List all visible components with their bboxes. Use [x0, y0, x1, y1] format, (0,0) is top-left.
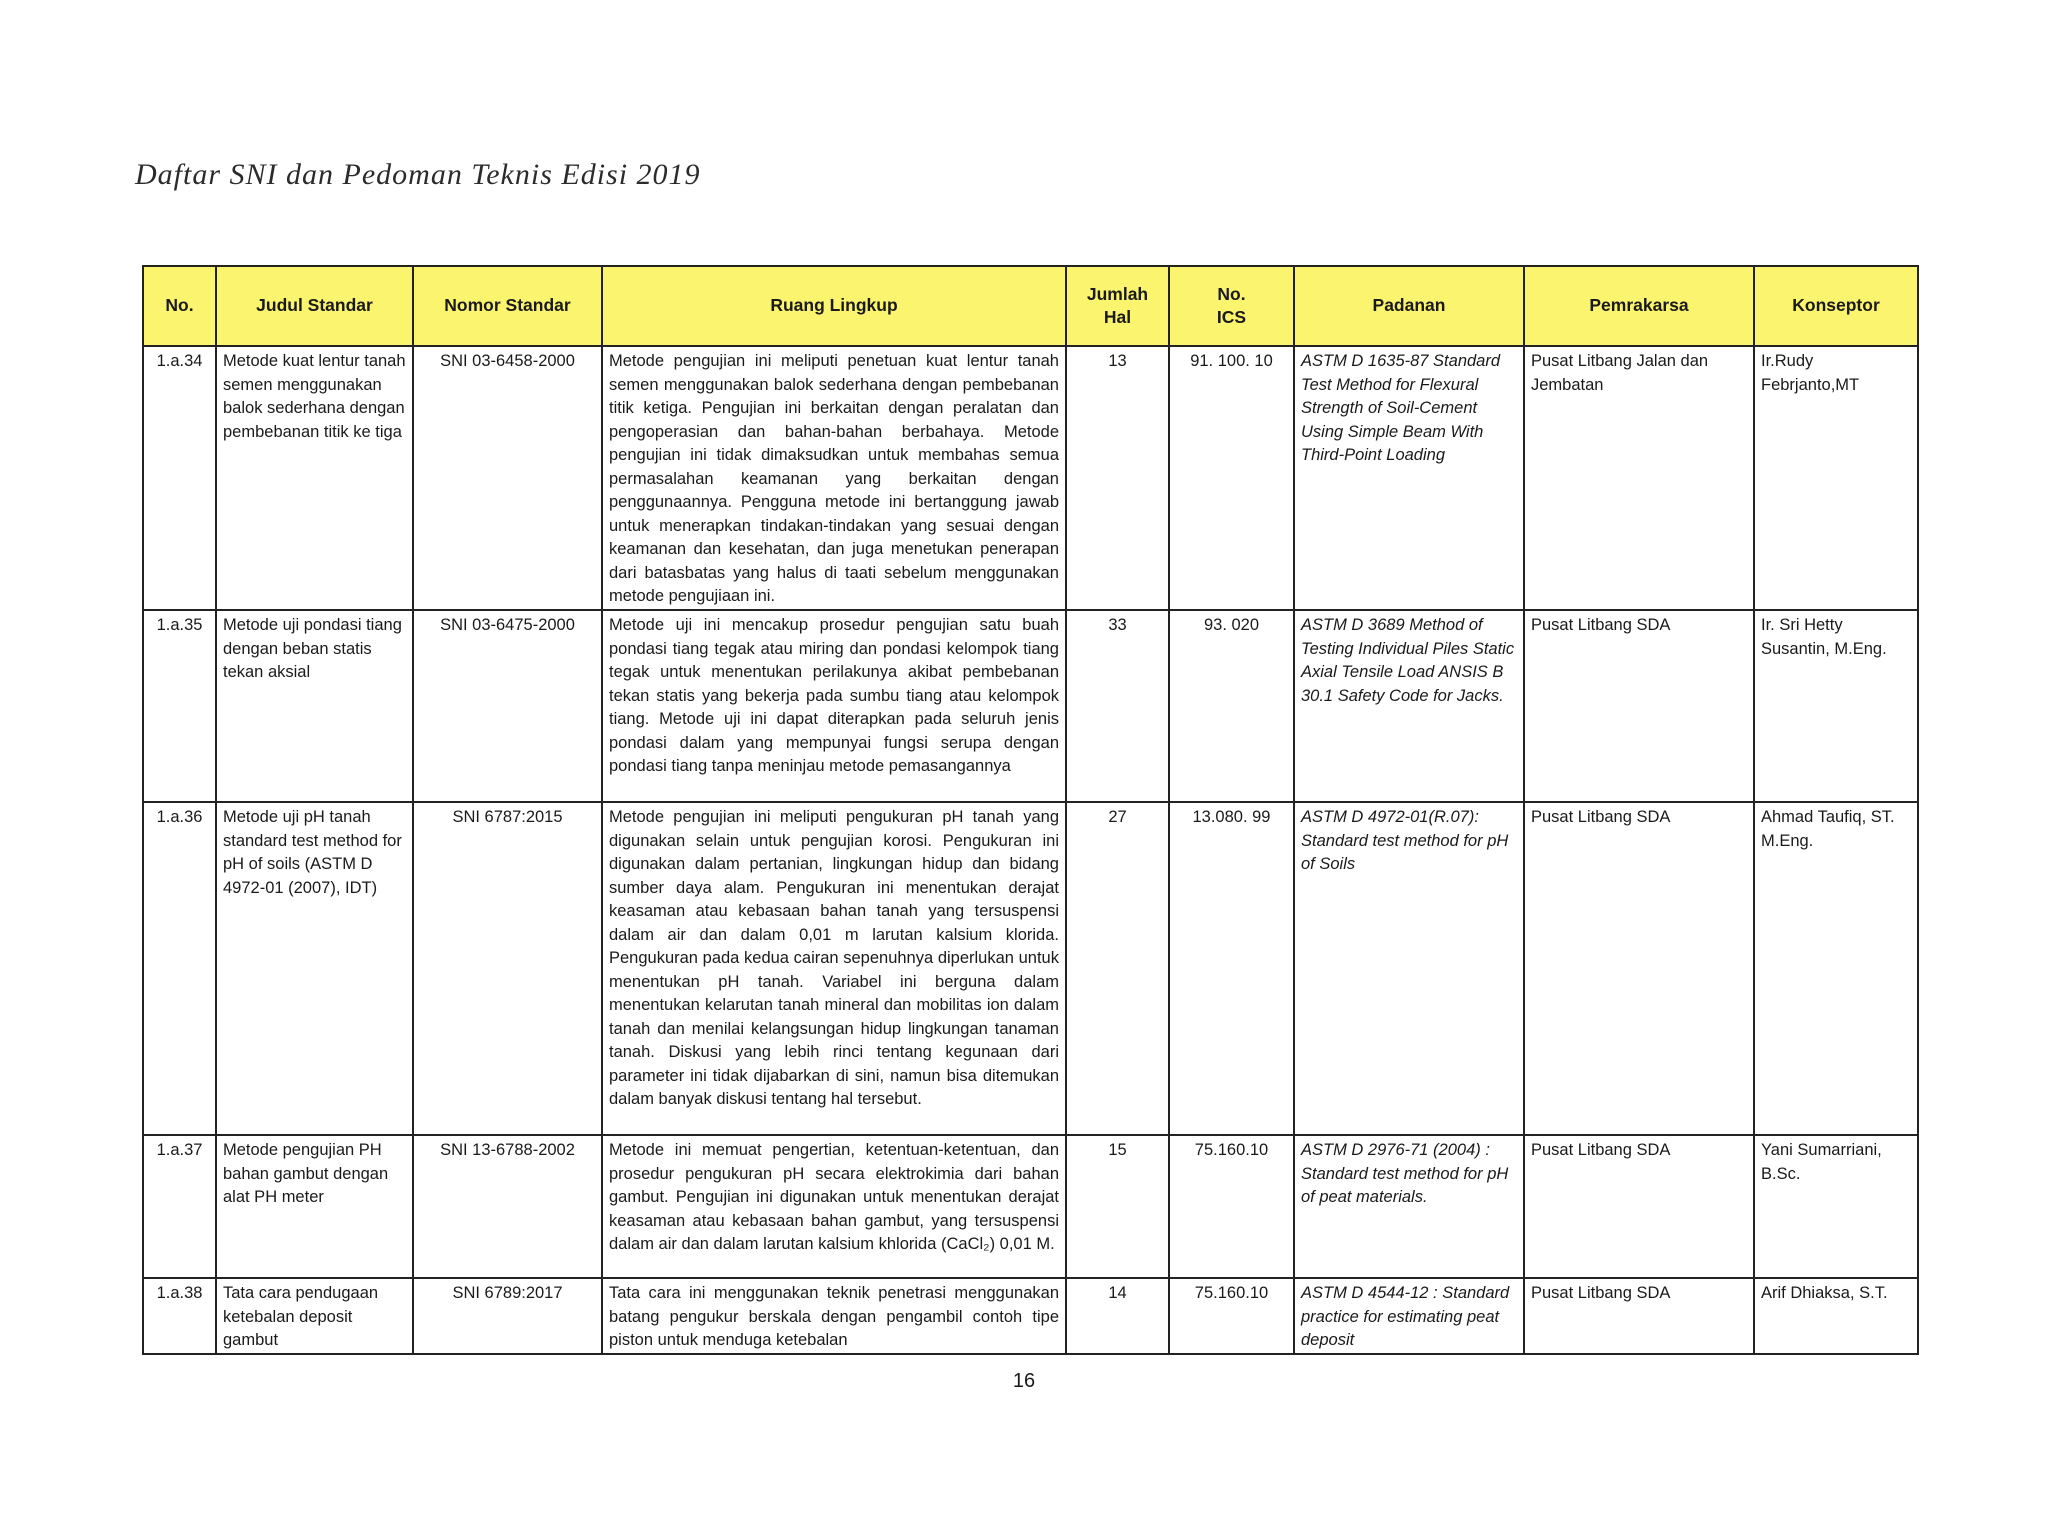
cell-konseptor: Ahmad Taufiq, ST. M.Eng. — [1754, 802, 1918, 1135]
cell-jumlah-hal: 33 — [1066, 610, 1169, 802]
cell-jumlah-hal: 14 — [1066, 1278, 1169, 1354]
cell-ics: 75.160.10 — [1169, 1278, 1294, 1354]
cell-padanan: ASTM D 2976-71 (2004) : Standard test method for pH of peat materials. — [1294, 1135, 1524, 1278]
cell-pemrakarsa: Pusat Litbang Jalan dan Jembatan — [1524, 346, 1754, 610]
cell-padanan: ASTM D 3689 Method of Testing Individual Piles Static Axial Tensile Load ANSIS B 30.1 Safety Code for Jacks. — [1294, 610, 1524, 802]
table-body — [143, 346, 1918, 1354]
header-ics — [1169, 266, 1294, 346]
table-row — [143, 802, 1918, 1135]
cell-pemrakarsa: Pusat Litbang SDA — [1524, 610, 1754, 802]
header-no: No. — [143, 266, 216, 346]
cell-ruang: Metode ini memuat pengertian, ketentuan-ketentuan, dan prosedur pengukuran pH secara elektrokimia dari bahan gambut. Pengujian ini digunakan untuk menentukan derajat keasaman atau kebasaan bahan gambut, yang tersuspensi dalam air dan dalam larutan kalsium khlorida (CaCl₂) 0,01 M. — [602, 1135, 1066, 1278]
cell-judul: Metode pengujian PH bahan gambut dengan alat PH meter — [216, 1135, 413, 1278]
table-header — [143, 266, 1918, 346]
header-ics-line1: No. — [1217, 283, 1246, 304]
table-row — [143, 610, 1918, 802]
cell-judul: Tata cara pendugaan ketebalan deposit gambut — [216, 1278, 413, 1354]
cell-padanan: ASTM D 4972-01(R.07): Standard test method for pH of Soils — [1294, 802, 1524, 1135]
header-pemrakarsa: Pemrakarsa — [1524, 266, 1754, 346]
cell-nomor: SNI 6789:2017 — [413, 1278, 602, 1354]
cell-nomor: SNI 13-6788-2002 — [413, 1135, 602, 1278]
cell-jumlah-hal: 15 — [1066, 1135, 1169, 1278]
cell-no: 1.a.35 — [143, 610, 216, 802]
cell-ics: 93. 020 — [1169, 610, 1294, 802]
cell-ruang: Metode pengujian ini meliputi pengukuran pH tanah yang digunakan selain untuk pengujian korosi. Pengukuran ini digunakan dalam pertanian, lingkungan hidup dan bidang sumber daya alam. Pengukuran ini menentukan derajat keasaman atau kebasaan bahan tanah yang tersuspensi dalam air dan dalam 0,01 m larutan kalsium klorida. Pengukuran pada kedua cairan sepenuhnya diperlukan untuk menentukan pH tanah. Variabel ini berguna dalam menentukan kelarutan tanah mineral dan mobilitas ion dalam tanah dan menilai kelangsungan hidup lingkungan tanaman tanah. Diskusi yang lebih rinci tentang kegunaan dari parameter ini tidak dijabarkan di sini, namun bisa ditemukan dalam banyak diskusi tentang hal tersebut. — [602, 802, 1066, 1135]
header-ruang: Ruang Lingkup — [602, 266, 1066, 346]
header-padanan: Padanan — [1294, 266, 1524, 346]
document-title: Daftar SNI dan Pedoman Teknis Edisi 2019 — [135, 158, 701, 191]
cell-nomor: SNI 6787:2015 — [413, 802, 602, 1135]
header-jumlah-hal-line2: Hal — [1103, 307, 1132, 327]
cell-judul: Metode uji pH tanah standard test method for pH of soils (ASTM D 4972-01 (2007), IDT) — [216, 802, 413, 1135]
cell-no: 1.a.38 — [143, 1278, 216, 1354]
cell-ics: 75.160.10 — [1169, 1135, 1294, 1278]
cell-ics: 13.080. 99 — [1169, 802, 1294, 1135]
cell-konseptor: Yani Sumarriani, B.Sc. — [1754, 1135, 1918, 1278]
cell-ruang: Metode uji ini mencakup prosedur pengujian satu buah pondasi tiang tegak atau miring dan pondasi kelompok tiang tegak untuk menentukan perilakunya akibat pembebanan tekan statis yang bekerja pada sumbu tiang atau kelompok tiang. Metode uji ini dapat diterapkan pada seluruh jenis pondasi dalam yang mempunyai fungsi serupa dengan pondasi tiang tanpa meninjau metode pemasangannya — [602, 610, 1066, 802]
page-number: 16 — [1012, 1370, 1036, 1392]
cell-no: 1.a.36 — [143, 802, 216, 1135]
table-row — [143, 1278, 1918, 1354]
cell-ics: 91. 100. 10 — [1169, 346, 1294, 610]
cell-nomor: SNI 03-6458-2000 — [413, 346, 602, 610]
cell-judul: Metode uji pondasi tiang dengan beban statis tekan aksial — [216, 610, 413, 802]
cell-padanan: ASTM D 4544-12 : Standard practice for estimating peat deposit — [1294, 1278, 1524, 1354]
header-judul: Judul Standar — [216, 266, 413, 346]
cell-jumlah-hal: 27 — [1066, 802, 1169, 1135]
header-ics-line2: ICS — [1216, 307, 1247, 327]
cell-pemrakarsa: Pusat Litbang SDA — [1524, 802, 1754, 1135]
cell-ruang: Metode pengujian ini meliputi penetuan kuat lentur tanah semen menggunakan balok sederhana dengan pembebanan titik ketiga. Pengujian ini berkaitan dengan peralatan dan pengoperasian dan bahan-bahan berbahaya. Metode pengujian ini tidak dimaksudkan untuk membahas semua permasalahan keamanan yang berkaitan dengan penggunaannya. Pengguna metode ini bertanggung jawab untuk menerapkan tindakan-tindakan yang sesuai dengan keamanan dan kesehatan, dan juga menetukan penerapan dari batasbatas yang halus di taati sebelum menggunakan metode pengujiaan ini. — [602, 346, 1066, 610]
header-jumlah-hal-line1: Jumlah — [1086, 283, 1149, 304]
header-konseptor: Konseptor — [1754, 266, 1918, 346]
cell-judul: Metode kuat lentur tanah semen menggunakan balok sederhana dengan pembebanan titik ke tiga — [216, 346, 413, 610]
cell-nomor: SNI 03-6475-2000 — [413, 610, 602, 802]
cell-jumlah-hal: 13 — [1066, 346, 1169, 610]
cell-ruang: Tata cara ini menggunakan teknik penetrasi menggunakan batang pengukur berskala dengan pengambil contoh tipe piston untuk menduga ketebalan — [602, 1278, 1066, 1354]
table-row — [143, 1135, 1918, 1278]
cell-padanan: ASTM D 1635-87 Standard Test Method for Flexural Strength of Soil-Cement Using Simple Beam With Third-Point Loading — [1294, 346, 1524, 610]
cell-no: 1.a.34 — [143, 346, 216, 610]
sni-table — [142, 265, 1919, 1355]
cell-pemrakarsa: Pusat Litbang SDA — [1524, 1135, 1754, 1278]
header-jumlah-hal — [1066, 266, 1169, 346]
cell-konseptor: Ir.Rudy Febrjanto,MT — [1754, 346, 1918, 610]
cell-konseptor: Ir. Sri Hetty Susantin, M.Eng. — [1754, 610, 1918, 802]
cell-pemrakarsa: Pusat Litbang SDA — [1524, 1278, 1754, 1354]
cell-konseptor: Arif Dhiaksa, S.T. — [1754, 1278, 1918, 1354]
cell-no: 1.a.37 — [143, 1135, 216, 1278]
table-row — [143, 346, 1918, 610]
header-nomor: Nomor Standar — [413, 266, 602, 346]
